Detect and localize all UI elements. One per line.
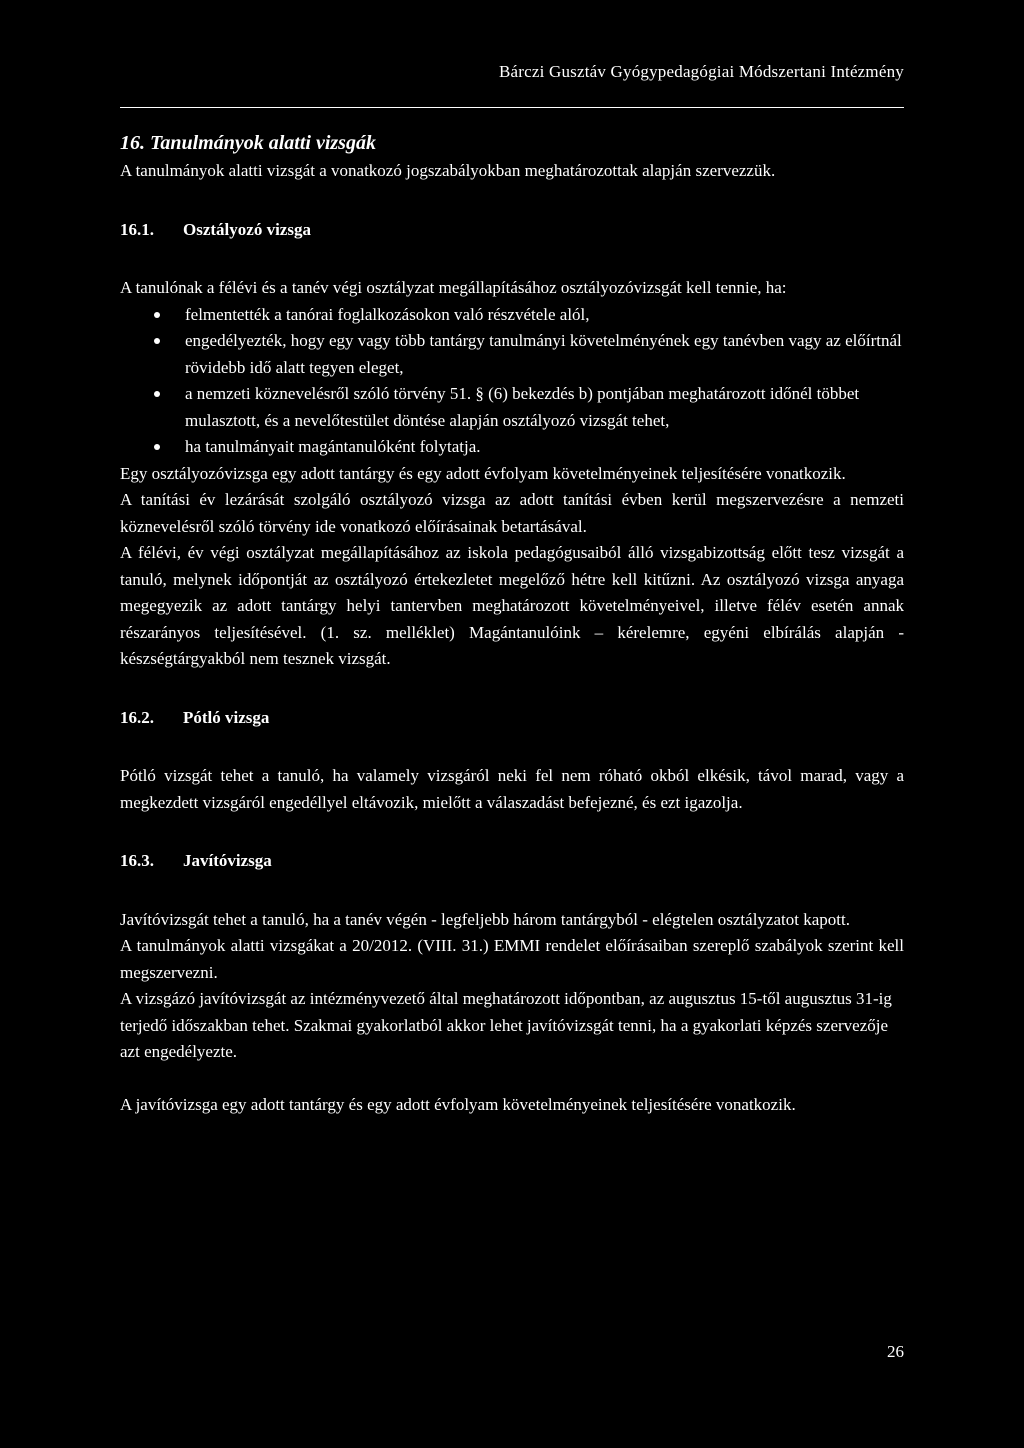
subsection-title: Osztályozó vizsga [183,219,311,239]
javito-paragraph-2: A tanulmányok alatti vizsgákat a 20/2012. (VIII. 31.) EMMI rendelet előírásaiban szereplő szabályok szerint kell megszervezni. [120,936,904,982]
javito-paragraph-4: A javítóvizsga egy adott tantárgy és egy adott évfolyam követelményeinek teljesítésére vonatkozik. [120,1094,796,1114]
list-item [120,381,904,434]
subsection-number: 16.3. [120,851,154,870]
osztalyozo-paragraph-3: A félévi, év végi osztályzat megállapításához az iskola pedagógusaiból álló vizsgabizottság előtt tesz vizsgát a tanuló, melynek időpontját az osztályozó értekezletet megelőző hétre kell kitűzni. Az osztályozó vizsga anyaga megegyezik az adott tantárgy helyi tantervben meghatározott követelményeivel, illetve félév esetén annak részarányos teljesítésével. (1. sz. melléklet) Magántanulóink – kérelemre, egyéni elbírálás alapján - készségtárgyakból nem tesznek vizsgát. [120,543,904,668]
javito-paragraph-1: Javítóvizsgát tehet a tanuló, ha a tanév végén - legfeljebb három tantárgyból - elégtelen osztályzatot kapott. [120,909,850,929]
subsection-heading-javito [120,848,904,875]
subsection-number: 16.2. [120,707,154,727]
list-item [120,434,904,461]
list-item-text: engedélyezték, hogy egy vagy több tantárgy tanulmányi követelményének egy tanévben vagy az előírtnál rövidebb idő alatt tegyen eleget, [185,331,902,377]
section-title: 16. Tanulmányok alatti vizsgák [120,132,376,154]
page-header: Bárczi Gusztáv Gyógypedagógiai Módszertani Intézmény [498,62,904,81]
list-item [120,328,904,381]
osztalyozo-lead: A tanulónak a félévi és a tanév végi osztályzat megállapításához osztályozóvizsgát kell tennie, ha: [120,278,787,297]
osztalyozo-paragraph-1: Egy osztályozóvizsga egy adott tantárgy és egy adott évfolyam követelményeinek teljesítésére vonatkozik. [120,463,846,483]
header-divider [120,107,904,108]
potlo-paragraph-1: Pótló vizsgát tehet a tanuló, ha valamely vizsgáról neki fel nem róható okból elkésik, távol marad, vagy a megkezdett vizsgáról engedéllyel eltávozik, mielőtt a válaszadást befejezné, és ezt igazolja. [120,766,904,812]
list-item-text: felmentették a tanórai foglalkozásokon való részvétele alól, [185,304,590,324]
section-intro: A tanulmányok alatti vizsgát a vonatkozó jogszabályokban meghatározottak alapján szervezzük. [120,161,776,180]
subsection-title: Pótló vizsga [183,707,270,727]
page-content [120,128,904,1118]
bullet-icon [154,312,160,318]
subsection-heading-potlo [120,705,904,732]
bullet-icon [154,391,160,397]
subsection-number: 16.1. [120,219,154,239]
page-number: 26 [887,1342,904,1361]
bullet-icon [154,338,160,344]
osztalyozo-conditions-list [120,302,904,461]
subsection-title: Javítóvizsga [183,851,272,870]
subsection-heading-osztalyozo [120,217,904,244]
list-item [120,302,904,329]
list-item-text: ha tanulmányait magántanulóként folytatja. [185,437,481,456]
osztalyozo-paragraph-2: A tanítási év lezárását szolgáló osztályozó vizsga az adott tanítási évben kerül megszervezésre a nemzeti köznevelésről szóló törvény ide vonatkozó előírásainak betartásával. [120,490,904,536]
bullet-icon [154,444,160,450]
javito-paragraph-3: A vizsgázó javítóvizsgát az intézményvezető által meghatározott időpontban, az augusztus 15-től augusztus 31-ig terjedő időszakban tehet. Szakmai gyakorlatból akkor lehet javítóvizsgát tenni, ha a gyakorlati képzés szervezője azt engedélyezte. [120,989,892,1061]
list-item-text: a nemzeti köznevelésről szóló törvény 51. § (6) bekezdés b) pontjában meghatározott időnél többet mulasztott, és a nevelőtestület döntése alapján osztályozó vizsgát tehet, [185,384,860,430]
